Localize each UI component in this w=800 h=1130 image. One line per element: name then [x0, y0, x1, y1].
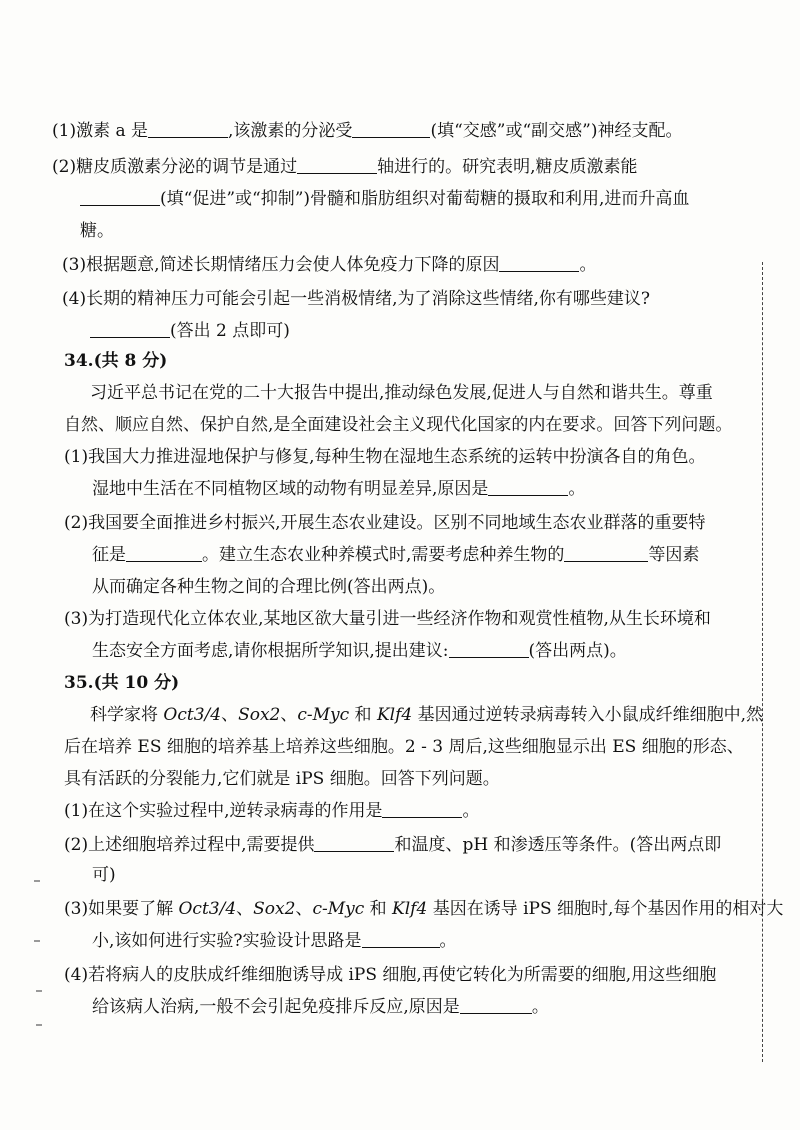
q35-part3-text-c: 小,该如何进行实验?实验设计思路是	[92, 931, 362, 951]
q34-part3-text-a: (3)为打造现代化立体农业,某地区欲大量引进一些经济作物和观赏性植物,从生长环境和	[64, 609, 711, 629]
q35-part4-line1	[64, 964, 716, 986]
q33-part1-text-b: ,该激素的分泌受	[228, 121, 353, 141]
q35-part2-text-c: 可)	[92, 865, 116, 885]
binding-margin-line	[762, 262, 763, 1062]
conjunction: 和	[349, 705, 377, 725]
q33-part4-text-a: (4)长期的精神压力可能会引起一些消极情绪,为了消除这些情绪,你有哪些建议?	[62, 289, 651, 309]
q34-intro-text-1: 习近平总书记在党的二十大报告中提出,推动绿色发展,促进人与自然和谐共生。尊重	[90, 383, 713, 403]
q34-part3-line2	[92, 640, 627, 662]
q34-part2-text-a: (2)我国要全面推进乡村振兴,开展生态农业建设。区别不同地域生态农业群落的重要特	[64, 513, 706, 533]
q34-part1-line2	[92, 478, 585, 500]
gene-name: Klf4	[376, 705, 413, 725]
answer-blank[interactable]	[314, 835, 394, 852]
q34-part1-text-b: 湿地中生活在不同植物区域的动物有明显差异,原因是	[92, 479, 489, 499]
q35-part1-text-b: 。	[462, 801, 480, 821]
q34-part2-text-b: 征是	[92, 545, 126, 565]
q35-part4-text-b: 给该病人治病,一般不会引起免疫排斥反应,原因是	[92, 997, 460, 1017]
q35-part3-line1	[64, 898, 783, 920]
q33-part1	[52, 120, 682, 142]
q35-part2-text-a: (2)上述细胞培养过程中,需要提供	[64, 835, 315, 855]
q35-part4-text-a: (4)若将病人的皮肤成纤维细胞诱导成 iPS 细胞,再使它转化为所需要的细胞,用这些细胞	[64, 965, 717, 985]
gene-name: c-Myc	[312, 899, 365, 919]
answer-blank[interactable]	[499, 255, 579, 272]
answer-blank[interactable]	[352, 121, 430, 138]
answer-blank[interactable]	[449, 641, 529, 658]
q35-intro-text-3: 具有活跃的分裂能力,它们就是 iPS 细胞。回答下列问题。	[64, 769, 500, 789]
q33-part2-text-a: (2)糖皮质激素分泌的调节是通过	[52, 157, 298, 177]
q35-part2-line1	[64, 834, 721, 856]
q33-part2-text-d: 糖。	[80, 221, 114, 241]
q33-part2-text-b: 轴进行的。研究表明,糖皮质激素能	[377, 157, 638, 177]
q35-heading-text: 35.(共 10 分)	[64, 673, 180, 693]
separator: 、	[236, 899, 254, 919]
q33-part2-line1	[52, 156, 638, 178]
gene-name: Sox2	[253, 899, 296, 919]
gene-name: Sox2	[238, 705, 281, 725]
answer-blank[interactable]	[564, 545, 648, 562]
q35-intro-text-a: 科学家将	[90, 705, 158, 725]
q34-part1-text-c: 。	[568, 479, 586, 499]
q35-intro-text-2: 后在培养 ES 细胞的培养基上培养这些细胞。2 - 3 周后,这些细胞显示出 ES 细胞的形态、	[64, 737, 744, 757]
answer-blank[interactable]	[297, 157, 377, 174]
q35-intro-line2	[64, 736, 744, 758]
q35-part3-text-a: (3)如果要了解	[64, 899, 179, 919]
q33-part2-line2	[80, 188, 689, 210]
q35-part1-text-a: (1)在这个实验过程中,逆转录病毒的作用是	[64, 801, 383, 821]
q35-part3-text-d: 。	[439, 931, 457, 951]
q34-part1-line1	[64, 446, 705, 468]
q34-heading-text: 34.(共 8 分)	[64, 351, 168, 371]
gene-name: c-Myc	[297, 705, 350, 725]
q33-part1-text-a: (1)激素 a 是	[52, 121, 149, 141]
q33-part4-text-b: (答出 2 点即可)	[170, 321, 290, 341]
answer-blank[interactable]	[362, 931, 440, 948]
answer-blank[interactable]	[90, 321, 170, 338]
q35-part2-line2	[92, 864, 116, 886]
q35-part4-line2	[92, 996, 549, 1018]
q35-intro-line1	[90, 704, 763, 726]
q35-part3-text-b: 基因在诱导 iPS 细胞时,每个基因作用的相对大	[427, 899, 784, 919]
q34-intro-line1	[90, 382, 713, 404]
scan-speck	[34, 940, 40, 942]
q33-part4-line1	[62, 288, 650, 310]
q35-part3-line2	[92, 930, 457, 952]
q35-part4-text-c: 。	[531, 997, 549, 1017]
q34-part2-text-d: 等因素	[648, 545, 700, 565]
q34-part2-line1	[64, 512, 705, 534]
q33-part2-line3	[80, 220, 114, 242]
q33-part3-text-b: 。	[579, 255, 597, 275]
answer-blank[interactable]	[382, 801, 462, 818]
q34-part3-text-b: 生态安全方面考虑,请你根据所学知识,提出建议:	[92, 641, 449, 661]
scan-speck	[36, 1024, 42, 1026]
q34-heading	[64, 350, 167, 372]
gene-name: Oct3/4	[163, 705, 222, 725]
q35-intro-line3	[64, 768, 500, 790]
answer-blank[interactable]	[80, 189, 160, 206]
q34-part2-line3	[92, 576, 445, 598]
q34-part3-line1	[64, 608, 711, 630]
q35-heading	[64, 672, 179, 694]
q33-part2-text-c: (填“促进”或“抑制”)骨髓和脂肪组织对葡萄糖的摄取和利用,进而升高血	[160, 189, 690, 209]
conjunction: 和	[364, 899, 393, 919]
answer-blank[interactable]	[488, 479, 568, 496]
q33-part4-line2	[90, 320, 290, 342]
scan-speck	[36, 990, 42, 992]
scan-speck	[34, 880, 40, 882]
answer-blank[interactable]	[460, 997, 532, 1014]
answer-blank[interactable]	[126, 545, 202, 562]
q34-part1-text-a: (1)我国大力推进湿地保护与修复,每种生物在湿地生态系统的运转中扮演各自的角色。	[64, 447, 706, 467]
q33-part3-text-a: (3)根据题意,简述长期情绪压力会使人体免疫力下降的原因	[62, 255, 500, 275]
q34-intro-line2	[64, 414, 732, 436]
q34-intro-text-2: 自然、顺应自然、保护自然,是全面建设社会主义现代化国家的内在要求。回答下列问题。	[64, 415, 733, 435]
q35-part2-text-b: 和温度、pH 和渗透压等条件。(答出两点即	[394, 835, 722, 855]
answer-blank[interactable]	[148, 121, 228, 138]
separator: 、	[280, 705, 298, 725]
q35-intro-text-b: 基因通过逆转录病毒转入小鼠成纤维细胞中,然	[412, 705, 764, 725]
q35-part1	[64, 800, 479, 822]
q33-part1-text-c: (填“交感”或“副交感”)神经支配。	[430, 121, 683, 141]
q34-part2-line2	[92, 544, 699, 566]
separator: 、	[221, 705, 239, 725]
q33-part3	[62, 254, 596, 276]
q34-part2-text-c: 。建立生态农业种养模式时,需要考虑种养生物的	[202, 545, 565, 565]
gene-name: Klf4	[392, 899, 428, 919]
separator: 、	[295, 899, 313, 919]
q34-part2-text-e: 从而确定各种生物之间的合理比例(答出两点)。	[92, 577, 446, 597]
gene-name: Oct3/4	[178, 899, 237, 919]
q34-part3-text-c: (答出两点)。	[528, 641, 627, 661]
